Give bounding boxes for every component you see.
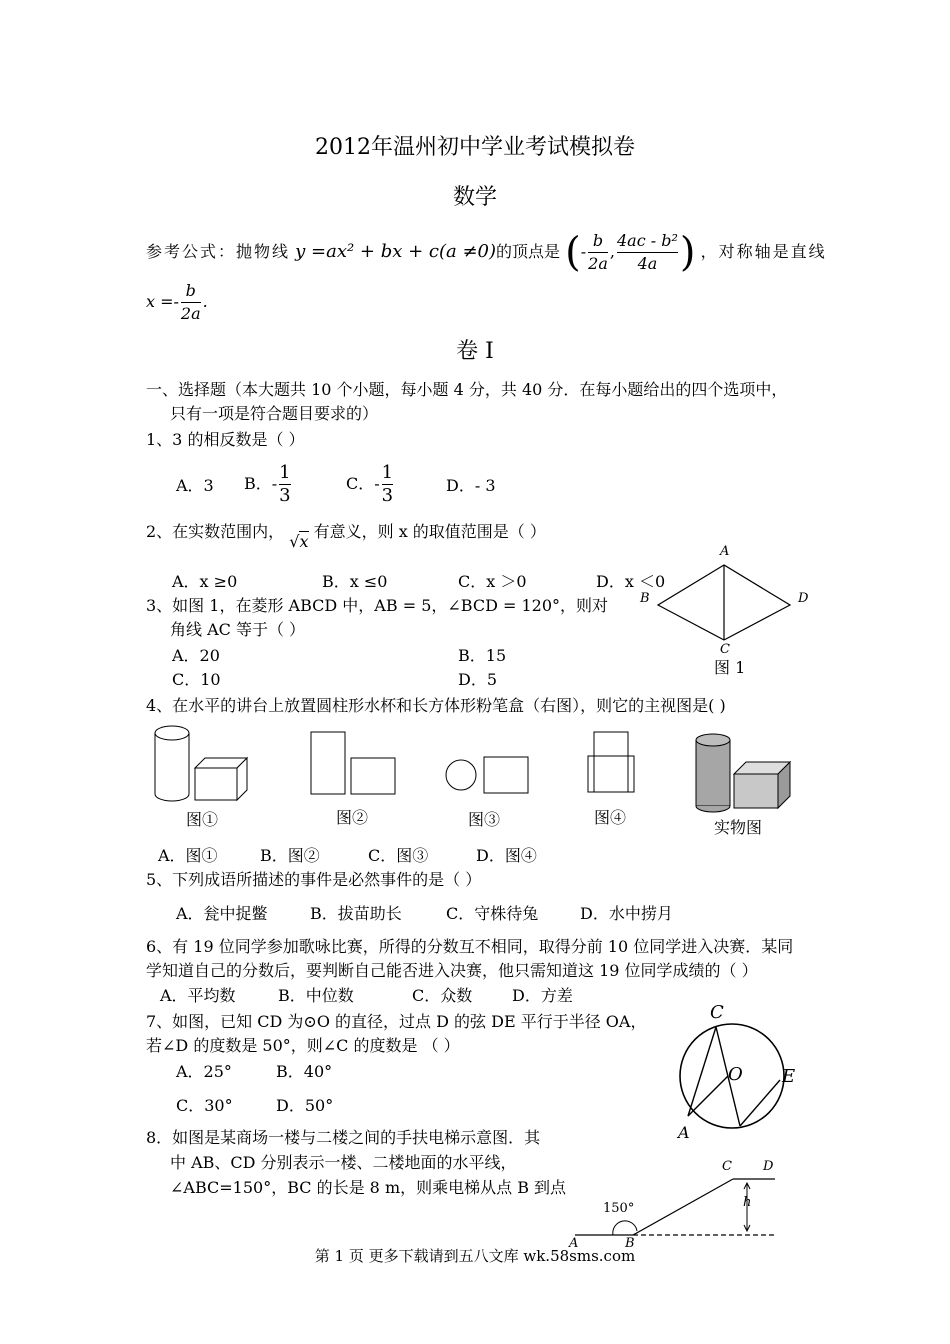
figure-1-drawing xyxy=(150,722,260,807)
q5-stem: 5、下列成语所描述的事件是必然事件的是（ ） xyxy=(146,870,482,889)
q2-stem-part2: 有意义，则 x 的取值范围是（ ） xyxy=(313,522,546,541)
q3-line1: 3、如图 1，在菱形 ABCD 中，AB = 5，∠BCD = 120°，则对 xyxy=(146,596,609,615)
escalator-bc xyxy=(633,1179,733,1235)
q7-line2: 若∠D 的度数是 50°，则∠C 的度数是 （ ） xyxy=(146,1036,460,1055)
q5-option-c: C．守株待兔 xyxy=(446,904,539,923)
q4-option-c: C．图③ xyxy=(368,846,429,865)
q8-line2: 中 AB、CD 分别表示一楼、二楼地面的水平线， xyxy=(170,1153,517,1172)
q2-option-b: B．x ≤0 xyxy=(322,572,388,591)
label-b: B xyxy=(625,1236,635,1251)
q6-line2: 学知道自己的分数后，要判断自己能否进入决赛，他只需知道这 19 位同学成绩的（ ） xyxy=(146,961,758,980)
formula-prefix: 参考公式：抛物线 xyxy=(146,242,291,261)
q7-option-a: A．25° xyxy=(176,1062,232,1081)
exam-title: 2012年温州初中学业考试模拟卷 xyxy=(315,135,635,160)
q5-option-a: A．瓮中捉鳖 xyxy=(176,904,268,923)
axis-formula: x =- $\frac{b}{2a}$ . xyxy=(146,281,208,323)
label-a: A xyxy=(678,1123,690,1142)
label-b: B xyxy=(640,591,650,606)
q2-option-d: D．x ＜0 xyxy=(596,572,666,591)
label-angle: 150° xyxy=(603,1201,635,1216)
part1-line2: 只有一项是符合题目要求的） xyxy=(170,404,379,423)
q4-option-a: A．图① xyxy=(158,846,218,865)
q1-option-b xyxy=(244,462,293,507)
figure-3-drawing xyxy=(440,750,540,800)
q6-option-b: B．中位数 xyxy=(278,986,354,1005)
angle-arc xyxy=(613,1221,637,1235)
q1-b-minus: - xyxy=(271,474,278,493)
q1-c-minus: - xyxy=(374,474,380,493)
section-title: 卷 I xyxy=(456,339,494,364)
q7-line1: 7、如图，已知 CD 为⊙O 的直径，过点 D 的弦 DE 平行于半径 OA， xyxy=(146,1012,647,1031)
q3-option-c: C．10 xyxy=(172,670,221,689)
formula-mid: 的顶点是 xyxy=(496,242,561,261)
q4-option-b: B．图② xyxy=(260,846,320,865)
q1-b-den: 3 xyxy=(279,485,291,506)
figure1-caption: 图 1 xyxy=(714,658,746,677)
label-d: D xyxy=(798,591,809,606)
q1-stem: 1、3 的相反数是（ ） xyxy=(146,430,305,449)
q2-option-c: C．x ＞0 xyxy=(458,572,527,591)
q3-option-a: A．20 xyxy=(172,646,220,665)
vertex-y-num: 4ac - b² xyxy=(617,230,678,253)
q8-line3: ∠ABC=150°，BC 的长是 8 m，则乘电梯从点 B 到点 xyxy=(170,1178,567,1197)
axis-lhs: x =- xyxy=(146,292,179,311)
label-c: C xyxy=(722,1159,732,1174)
q2-stem: 2、在实数范围内， √x 有意义，则 x 的取值范围是（ ） xyxy=(146,522,546,551)
q5-option-d: D．水中捞月 xyxy=(580,904,673,923)
q1-option-d: D．- 3 xyxy=(446,476,496,495)
q2-sqrt-x: x xyxy=(299,532,309,551)
caption-real-object: 实物图 xyxy=(714,818,763,837)
label-o: O xyxy=(728,1064,743,1085)
caption-fig3: 图③ xyxy=(468,810,501,829)
q1-c-label: C． xyxy=(346,474,375,493)
page-footer: 第 1 页 更多下载请到五八文库 wk.58sms.com xyxy=(314,1247,636,1265)
reference-formula: 参考公式：抛物线 y =ax² + bx + c(a ≠0)的顶点是 (- $\frac{b}{2a}$ , $\frac{\text{4ac - b²}}{4a}$ ) ，对称轴是直线 xyxy=(146,229,827,276)
q1-option-c xyxy=(346,462,395,507)
q6-option-a: A．平均数 xyxy=(160,986,236,1005)
q6-option-c: C．众数 xyxy=(412,986,473,1005)
q8-line1: 8．如图是某商场一楼与二楼之间的手扶电梯示意图．其 xyxy=(146,1128,541,1147)
q3-option-d: D．5 xyxy=(458,670,498,689)
q6-option-d: D．方差 xyxy=(512,986,573,1005)
figure-2-drawing xyxy=(305,728,405,798)
escalator-figure xyxy=(565,1155,785,1250)
axis-den: 2a xyxy=(180,304,201,323)
q4-option-d: D．图④ xyxy=(476,846,537,865)
q2-stem-part1: 2、在实数范围内， xyxy=(146,522,285,541)
q3-option-b: B．15 xyxy=(458,646,507,665)
q1-c-num: 1 xyxy=(381,462,394,483)
parabola-equation: y =ax² + bx + c(a ≠0) xyxy=(295,241,497,262)
vertex-y-den: 4a xyxy=(637,254,658,273)
label-e: E xyxy=(782,1066,796,1087)
formula-suffix: ，对称轴是直线 xyxy=(700,242,827,261)
q1-c-den: 3 xyxy=(381,485,394,506)
circle-figure xyxy=(660,1000,810,1140)
caption-fig2: 图② xyxy=(336,808,369,827)
label-a: A xyxy=(569,1236,579,1251)
caption-fig4: 图④ xyxy=(594,808,627,827)
figure-4-drawing xyxy=(582,728,642,798)
label-a: A xyxy=(720,544,730,559)
q6-line1: 6、有 19 位同学参加歌咏比赛，所得的分数互不相同，取得分前 10 位同学进入决赛．某同 xyxy=(146,937,794,956)
label-d: D xyxy=(763,1159,774,1174)
real-object-drawing xyxy=(690,732,800,812)
q1-option-a: A．3 xyxy=(176,476,214,495)
subject-title: 数学 xyxy=(452,185,497,210)
q2-option-a: A．x ≥0 xyxy=(172,572,238,591)
q7-option-b: B．40° xyxy=(276,1062,333,1081)
part1-line1: 一、选择题（本大题共 10 个小题，每小题 4 分，共 40 分．在每小题给出的四个选项中， xyxy=(146,380,788,399)
q1-b-label: B． xyxy=(244,474,272,493)
label-c: C xyxy=(720,642,730,657)
q7-option-d: D．50° xyxy=(276,1096,334,1115)
label-h: h xyxy=(743,1195,752,1210)
q7-option-c: C．30° xyxy=(176,1096,233,1115)
caption-fig1: 图① xyxy=(186,810,219,829)
vertex-x-den: 2a xyxy=(588,254,608,273)
vertex-x-num: b xyxy=(588,230,608,253)
q3-line2: 角线 AC 等于（ ） xyxy=(170,620,306,639)
q5-option-b: B．拔苗助长 xyxy=(310,904,402,923)
axis-num: b xyxy=(181,280,201,303)
q4-stem: 4、在水平的讲台上放置圆柱形水杯和长方体形粉笔盒（右图），则它的主视图是( ) xyxy=(146,696,726,715)
label-c: C xyxy=(710,1002,724,1023)
q1-b-num: 1 xyxy=(279,462,291,483)
